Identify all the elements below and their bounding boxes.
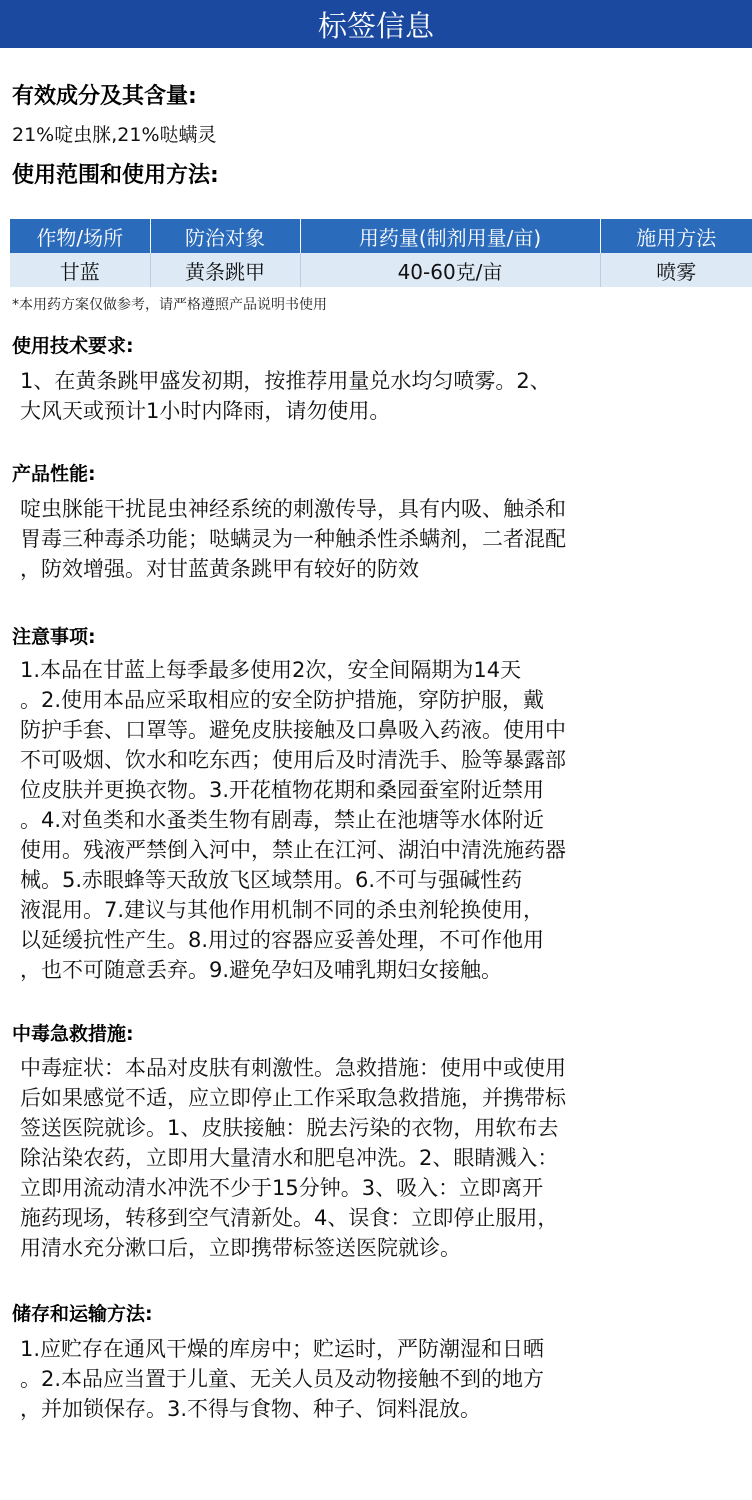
table-cell-method: 喷雾 xyxy=(600,253,752,287)
usage-note: *本用药方案仅做参考，请严格遵照产品说明书使用 xyxy=(12,297,327,313)
section-body-performance: 啶虫脒能干扰昆虫神经系统的刺激传导，具有内吸、触杀和 胃毒三种毒杀功能；哒螨灵为一种触杀性杀螨剂，二者混配 ，防效增强。对甘蓝黄条跳甲有较好的防效 xyxy=(20,497,566,581)
column-header-method: 施用方法 xyxy=(600,219,752,253)
table-row xyxy=(10,253,752,287)
table-cell-target: 黄条跳甲 xyxy=(150,253,300,287)
column-header-dosage: 用药量(制剂用量/亩) xyxy=(300,219,600,253)
section-title-first-aid: 中毒急救措施: xyxy=(12,1023,134,1045)
section-body-precautions: 1.本品在甘蓝上每季最多使用2次，安全间隔期为14天 。2.使用本品应采取相应的安全防护措施，穿防护服，戴 防护手套、口罩等。避免皮肤接触及口鼻吸入药液。使用中 不可吸烟、饮水和吃东西；使用后及时清洗手、脸等暴露部 位皮肤并更换衣物。3.开花植物花期和桑园蚕室附近禁用 。4.对鱼类和水蚤类生物有剧毒，禁止在池塘等水体附近 使用。残液严禁倒入河中，禁止在江河、湖泊中清洗施药器 械。5.赤眼蜂等天敌放飞区域禁用。6.不可与强碱性药 液混用。7.建议与其他作用机制不同的杀虫剂轮换使用， 以延缓抗性产生。8.用过的容器应妥善处理，不可作他用 ，也不可随意丢弃。9.避免孕妇及哺乳期妇女接触。 xyxy=(20,658,566,982)
column-header-target: 防治对象 xyxy=(150,219,300,253)
section-body-first-aid: 中毒症状：本品对皮肤有刺激性。急救措施：使用中或使用 后如果感觉不适，应立即停止工作采取急救措施，并携带标 签送医院就诊。1、皮肤接触：脱去污染的衣物，用软布去 除沾染农药，立即用大量清水和肥皂冲洗。2、眼睛溅入： 立即用流动清水冲洗不少于15分钟。3、吸入：立即离开 施药现场，转移到空气清新处。4、误食：立即停止服用， 用清水充分漱口后，立即携带标签送医院就诊。 xyxy=(20,1056,566,1260)
dosage-table xyxy=(10,219,752,287)
section-title-technical: 使用技术要求: xyxy=(12,335,134,357)
ingredients-value: 21%啶虫脒,21%哒螨灵 xyxy=(12,124,217,146)
section-title-storage: 储存和运输方法: xyxy=(12,1303,153,1325)
section-title-performance: 产品性能: xyxy=(12,463,96,485)
column-header-crop: 作物/场所 xyxy=(10,219,150,253)
table-cell-dosage: 40-60克/亩 xyxy=(300,253,600,287)
page-header xyxy=(0,0,752,48)
page-title: 标签信息 xyxy=(317,8,434,43)
table-header-row xyxy=(10,219,752,253)
section-body-storage: 1.应贮存在通风干燥的库房中；贮运时，严防潮湿和日晒 。2.本品应当置于儿童、无关人员及动物接触不到的地方 ，并加锁保存。3.不得与食物、种子、饲料混放。 xyxy=(20,1337,545,1421)
section-body-technical: 1、在黄条跳甲盛发初期，按推荐用量兑水均匀喷雾。2、 大风天或预计1小时内降雨，请勿使用。 xyxy=(20,369,551,423)
usage-scope-label: 使用范围和使用方法: xyxy=(12,163,219,188)
table-cell-crop: 甘蓝 xyxy=(10,253,150,287)
section-title-precautions: 注意事项: xyxy=(12,626,96,648)
ingredients-label: 有效成分及其含量: xyxy=(12,84,197,109)
